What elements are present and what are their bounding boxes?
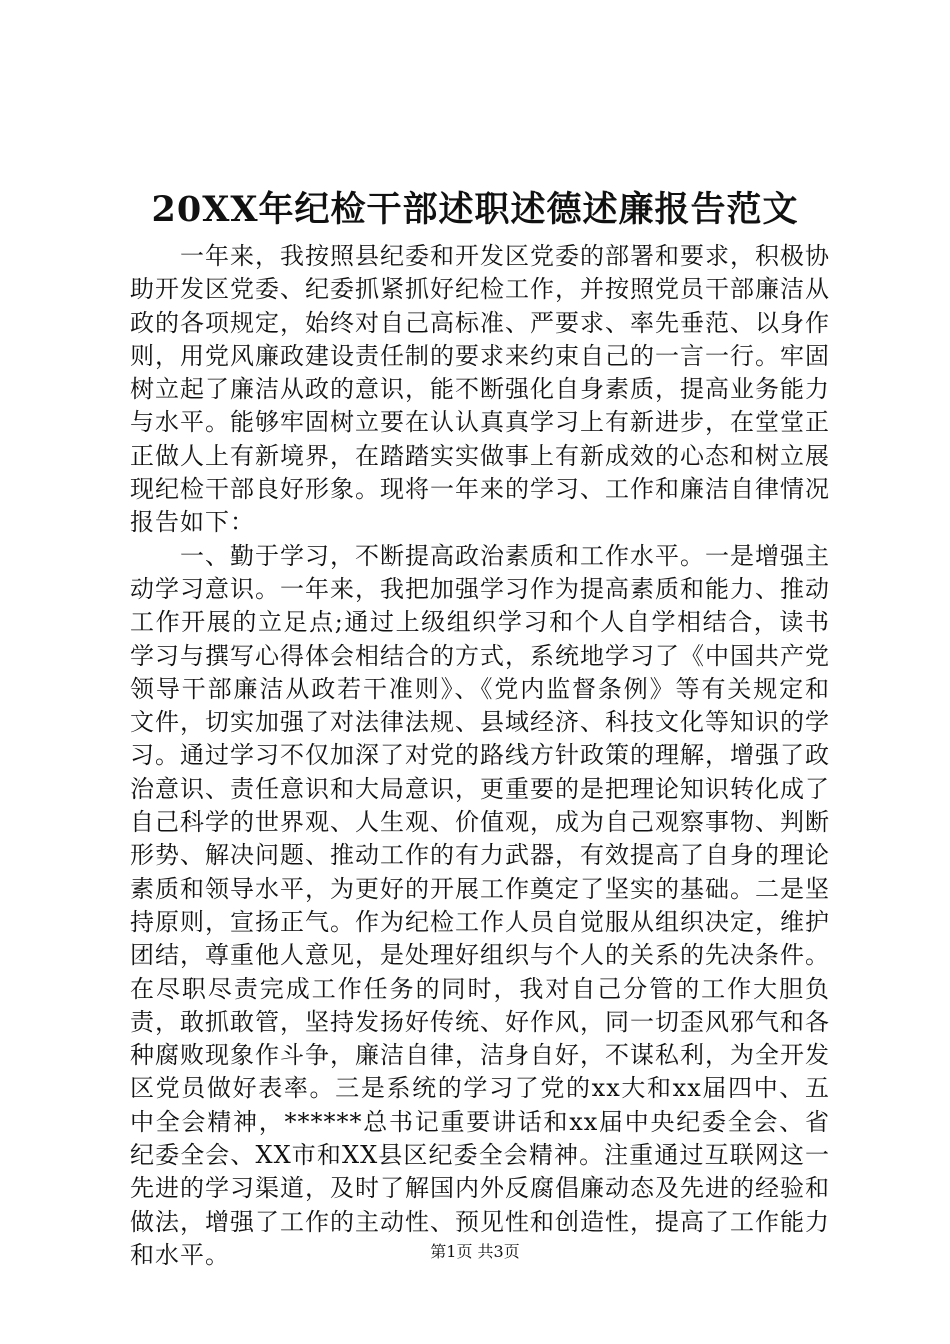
page-footer: 第1页 共3页: [430, 1242, 520, 1261]
paragraph-section-one: 一、勤于学习，不断提高政治素质和工作水平。一是增强主动学习意识。一年来，我把加强学习作为提高素质和能力、推动工作开展的立足点;通过上级组织学习和个人自学相结合，读书学习与撰写心得体会相结合的方式，系统地学习了《中国共产党领导干部廉洁从政若干准则》、《党内监督条例》等有关规定和文件，切实加强了对法律法规、县域经济、科技文化等知识的学习。通过学习不仅加深了对党的路线方针政策的理解，增强了政治意识、责任意识和大局意识，更重要的是把理论知识转化成了自己科学的世界观、人生观、价值观，成为自己观察事物、判断形势、解决问题、推动工作的有力武器，有效提高了自身的理论素质和领导水平，为更好的开展工作奠定了坚实的基础。二是坚持原则，宣扬正气。作为纪检工作人员自觉服从组织决定，维护团结，尊重他人意见，是处理好组织与个人的关系的先决条件。在尽职尽责完成工作任务的同时，我对自己分管的工作大胆负责，敢抓敢管，坚持发扬好传统、好作风，同一切歪风邪气和各种腐败现象作斗争，廉洁自律，洁身自好，不谋私利，为全开发区党员做好表率。三是系统的学习了党的xx大和xx届四中、五中全会精神，******总书记重要讲话和xx届中央纪委全会、省纪委全会、XX市和XX县区纪委全会精神。注重通过互联网这一先进的学习渠道，及时了解国内外反腐倡廉动态及先进的经验和做法，增强了工作的主动性、预见性和创造性，提高了工作能力和水平。: [130, 541, 830, 1269]
document-body: [130, 240, 830, 1272]
paragraph-intro: 一年来，我按照县纪委和开发区党委的部署和要求，积极协助开发区党委、纪委抓紧抓好纪检工作，并按照党员干部廉洁从政的各项规定，始终对自己高标准、严要求、率先垂范、以身作则，用党风廉政建设责任制的要求来约束自己的一言一行。牢固树立起了廉洁从政的意识，能不断强化自身素质，提高业务能力与水平。能够牢固树立要在认认真真学习上有新进步，在堂堂正正做人上有新境界，在踏踏实实做事上有新成效的心态和树立展现纪检干部良好形象。现将一年来的学习、工作和廉洁自律情况报告如下：: [130, 242, 830, 537]
document-title: 20XX年纪检干部述职述德述廉报告范文: [151, 189, 799, 230]
